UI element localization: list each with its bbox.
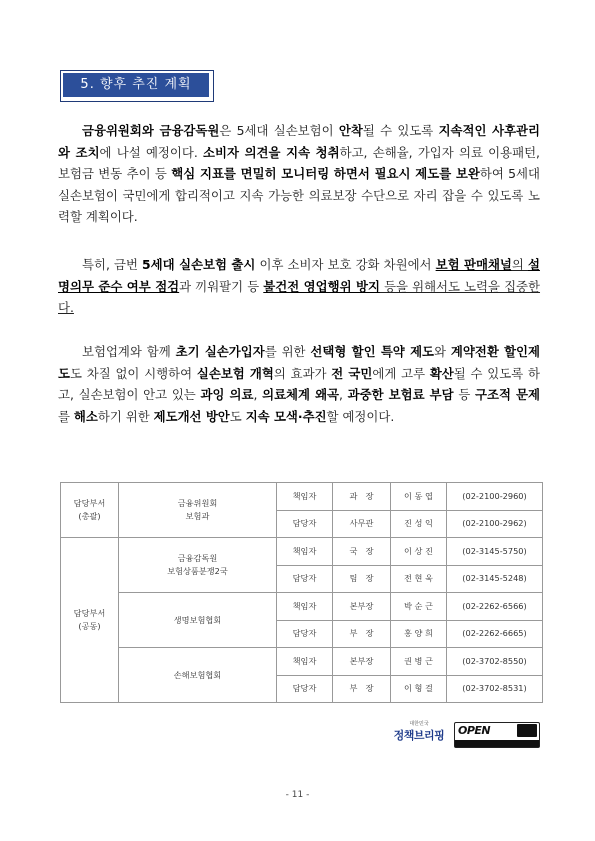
- body-text: 하고, 손해율, 가입자 의료 이용패턴, 보험금 변동 추이 등: [58, 144, 540, 181]
- body-text: 될 수 있도록 하고, 실손보험이 안고 있는: [58, 365, 540, 402]
- korea-policy-briefing-logo: 대한민국 정책브리핑: [393, 721, 445, 742]
- body-text: 도: [229, 408, 246, 424]
- department-label: 담당부서 (총괄): [61, 483, 119, 538]
- contact-phone: (02-2262-6665): [447, 620, 543, 648]
- emphasized-text: 실손보험 개혁: [196, 365, 274, 381]
- body-text: ,: [339, 387, 348, 402]
- emphasized-text: 계약전환 할인제도: [58, 344, 540, 381]
- body-text: 등을 위해서도 노력을 집중한다.: [58, 278, 541, 315]
- section-heading: 5. 향후 추진 계획: [63, 73, 209, 97]
- contact-title: 부 장: [333, 675, 391, 703]
- contact-title: 본부장: [333, 648, 391, 676]
- body-text: 를: [58, 408, 74, 424]
- body-text: 하여 5세대 실손보험이 국민에게 합리적이고 지속 가능한 의료보장 수단으로 자리 잡을 수 있도록 노력할 계획이다.: [58, 166, 540, 224]
- contact-role: 담당자: [277, 675, 333, 703]
- emphasized-text: 5세대 실손보험 출시: [142, 257, 256, 272]
- contact-role: 담당자: [277, 620, 333, 648]
- emphasized-text: 지속 모색·추진: [245, 408, 327, 424]
- body-text: 를 위한: [264, 344, 311, 359]
- contact-phone: (02-2100-2960): [447, 483, 543, 511]
- emphasized-text: 전 국민: [331, 365, 373, 381]
- contact-phone: (02-3145-5750): [447, 538, 543, 566]
- body-text: 의 효과가: [273, 365, 332, 381]
- contact-name: 홍 양 희: [391, 620, 447, 648]
- paragraph-consumer-protection: [58, 254, 540, 319]
- body-text: 이후 소비자 보호 강화 차원에서: [255, 257, 436, 272]
- emphasized-text: 제도개선 방안: [153, 408, 230, 424]
- emphasized-text: 해소: [73, 408, 98, 424]
- contact-name: 이 상 진: [391, 538, 447, 566]
- contact-title: 국 장: [333, 538, 391, 566]
- emphasized-text: 지속적인 사후관리와 조치: [58, 123, 540, 160]
- contact-title: 팀 장: [333, 565, 391, 593]
- contact-role: 책임자: [277, 483, 333, 511]
- organization-name: 금융감독원 보험상품분쟁2국: [119, 538, 277, 593]
- paragraph-system-improvement: [58, 341, 540, 427]
- contact-name: 전 현 욱: [391, 565, 447, 593]
- contact-name: 권 병 근: [391, 648, 447, 676]
- body-text: 하기 위한: [97, 408, 154, 424]
- emphasized-text: 안착: [338, 123, 363, 138]
- contact-role: 담당자: [277, 565, 333, 593]
- body-text: 보험업계와 함께: [82, 344, 176, 359]
- organization-name: 생명보험협회: [119, 593, 277, 648]
- emphasized-text: 선택형 할인 특약 제도: [310, 344, 435, 359]
- logos: [390, 720, 540, 750]
- organization-name: 금융위원회 보험과: [119, 483, 277, 538]
- emphasized-text: 초기 실손가입자: [175, 344, 265, 359]
- department-label: 담당부서 (공동): [61, 538, 119, 703]
- body-text: 은 5세대 실손보험이: [219, 123, 339, 138]
- body-text: 도 차질 없이 시행하여: [69, 365, 197, 381]
- emphasized-text: 핵심 지표를 면밀히 모니터링 하면서 필요시 제도를 보완: [171, 166, 480, 181]
- body-text: 에게 고루: [372, 365, 430, 381]
- body-text: 와: [434, 344, 451, 359]
- contact-name: 진 성 익: [391, 510, 447, 538]
- emphasized-text: 보험 판매채널: [435, 257, 512, 272]
- contact-role: 책임자: [277, 538, 333, 566]
- body-text: 특히, 금번: [82, 257, 143, 272]
- organization-name: 손해보험협회: [119, 648, 277, 703]
- contact-role: 책임자: [277, 648, 333, 676]
- emphasized-text: 확산: [429, 365, 454, 381]
- body-text: 등: [453, 387, 476, 402]
- contact-phone: (02-3702-8531): [447, 675, 543, 703]
- body-text: 에 나설 예정이다.: [99, 144, 204, 160]
- page-number: - 11 -: [285, 790, 310, 800]
- body-text: 의: [511, 257, 528, 272]
- contact-title: 부 장: [333, 620, 391, 648]
- open-license-icon: [517, 724, 537, 737]
- contact-phone: (02-3145-5248): [447, 565, 543, 593]
- contact-name: 이 형 걸: [391, 675, 447, 703]
- contact-title: 과 장: [333, 483, 391, 511]
- contact-table: [60, 482, 543, 703]
- contact-title: 사무관: [333, 510, 391, 538]
- emphasized-text: 구조적 문제: [475, 387, 540, 402]
- contact-name: 박 순 근: [391, 593, 447, 621]
- emphasized-text: 의료체계 왜곡: [262, 387, 340, 402]
- body-text: ,: [253, 387, 263, 402]
- contact-phone: (02-2100-2962): [447, 510, 543, 538]
- contact-name: 이 동 엽: [391, 483, 447, 511]
- contact-phone: (02-3702-8550): [447, 648, 543, 676]
- emphasized-text: 불건전 영업행위 방지: [263, 278, 380, 294]
- emphasized-text: 설명의무 준수 여부 점검: [58, 257, 540, 294]
- contact-phone: (02-2262-6566): [447, 593, 543, 621]
- emphasized-text: 소비자 의견을 지속 청취: [203, 144, 340, 160]
- open-license-badge: OPEN: [454, 722, 540, 748]
- paragraph-follow-up-management: [58, 120, 540, 228]
- emphasized-text: 과잉 의료: [200, 387, 254, 402]
- open-license-strip: [455, 740, 539, 747]
- contact-row: [61, 593, 543, 621]
- body-text: 할 예정이다.: [326, 408, 395, 424]
- contact-role: 책임자: [277, 593, 333, 621]
- body-text: 과 끼워팔기 등: [179, 278, 264, 294]
- contact-row: [61, 538, 543, 566]
- contact-title: 본부장: [333, 593, 391, 621]
- contact-role: 담당자: [277, 510, 333, 538]
- body-text: 될 수 있도록: [362, 123, 439, 138]
- emphasized-text: 과중한 보험료 부담: [347, 387, 454, 402]
- contact-row: [61, 648, 543, 676]
- emphasized-text: 금융위원회와 금융감독원: [82, 123, 220, 138]
- contact-row: [61, 483, 543, 511]
